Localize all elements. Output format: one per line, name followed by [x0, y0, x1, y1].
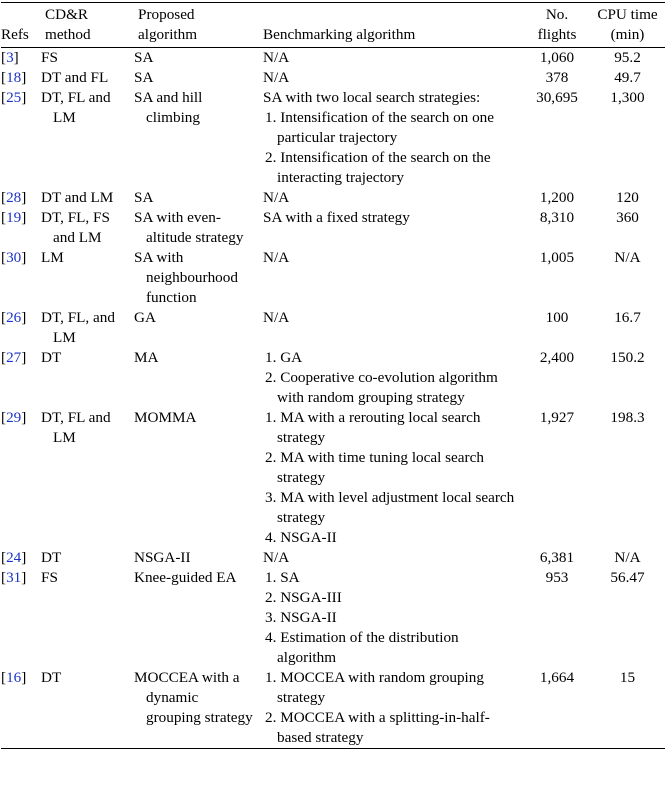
cpu-cell: 360 — [616, 209, 639, 226]
citation-link[interactable]: 19 — [6, 209, 22, 226]
table-row — [1, 408, 665, 548]
benchmark-intro: N/A — [263, 69, 290, 86]
method-cell: DT — [41, 349, 62, 366]
proposed-cell: SA with even-altitude strategy — [134, 209, 244, 246]
benchmark-intro: SA with two local search strategies: — [263, 89, 481, 106]
table-row — [1, 48, 665, 69]
proposed-cell: MOCCEA with a dynamic grouping strategy — [134, 669, 253, 726]
cpu-cell: 95.2 — [614, 49, 641, 66]
benchmark-cell — [259, 308, 524, 348]
ref-cell — [1, 188, 41, 208]
ref-bracket-open: [ — [1, 249, 7, 266]
ref-bracket-close: ] — [21, 549, 27, 566]
ref-bracket-open: [ — [1, 309, 7, 326]
benchmark-intro: N/A — [263, 49, 290, 66]
method-cell: DT, FL, FS and LM — [41, 209, 110, 246]
ref-bracket-close: ] — [21, 669, 27, 686]
citation-link[interactable]: 28 — [6, 189, 22, 206]
ref-cell — [1, 668, 41, 749]
method-cell: DT and LM — [41, 189, 114, 206]
benchmark-cell — [259, 48, 524, 69]
cpu-cell: 49.7 — [614, 69, 641, 86]
benchmark-item: 1. GA — [265, 349, 303, 366]
flights-cell: 378 — [545, 69, 569, 86]
comparison-table — [1, 2, 665, 749]
flights-cell: 1,927 — [539, 409, 575, 426]
benchmark-cell — [259, 568, 524, 668]
ref-cell — [1, 308, 41, 348]
flights-cell: 1,005 — [539, 249, 575, 266]
benchmark-cell — [259, 408, 524, 548]
ref-bracket-open: [ — [1, 409, 7, 426]
ref-cell — [1, 568, 41, 668]
ref-bracket-open: [ — [1, 349, 7, 366]
proposed-cell: SA — [134, 49, 154, 66]
benchmark-item: 3. NSGA-II — [265, 609, 337, 626]
cpu-cell: 1,300 — [610, 89, 645, 106]
table-row — [1, 668, 665, 749]
benchmark-item: 3. MA with level adjustment local search strategy — [265, 489, 515, 526]
benchmark-item: 2. Cooperative co-evolution algorithm with random grouping strategy — [265, 369, 498, 406]
comparison-table-container — [0, 2, 666, 793]
table-row — [1, 188, 665, 208]
ref-bracket-close: ] — [21, 309, 27, 326]
benchmark-cell — [259, 68, 524, 88]
benchmark-cell — [259, 668, 524, 749]
ref-cell — [1, 548, 41, 568]
ref-bracket-open: [ — [1, 669, 7, 686]
benchmark-cell — [259, 208, 524, 248]
method-cell: DT — [41, 549, 62, 566]
ref-cell — [1, 68, 41, 88]
cpu-cell: N/A — [614, 249, 641, 266]
benchmark-item: 4. Estimation of the distribution algorithm — [265, 629, 459, 666]
citation-link[interactable]: 31 — [6, 569, 22, 586]
ref-bracket-close: ] — [21, 569, 27, 586]
citation-link[interactable]: 18 — [6, 69, 22, 86]
citation-link[interactable]: 24 — [6, 549, 22, 566]
flights-cell: 30,695 — [536, 89, 578, 106]
flights-cell: 1,200 — [539, 189, 575, 206]
cpu-cell: N/A — [614, 549, 641, 566]
table-row — [1, 308, 665, 348]
header-cpu: CPU time (min) — [597, 6, 658, 43]
benchmark-intro: N/A — [263, 249, 290, 266]
citation-link[interactable]: 16 — [6, 669, 22, 686]
ref-cell — [1, 208, 41, 248]
method-cell: DT, FL and LM — [41, 409, 111, 446]
ref-bracket-close: ] — [13, 49, 19, 66]
cpu-cell: 16.7 — [614, 309, 641, 326]
ref-cell — [1, 248, 41, 308]
ref-bracket-open: [ — [1, 69, 7, 86]
ref-bracket-open: [ — [1, 49, 7, 66]
benchmark-item: 2. MOCCEA with a splitting-in-half-based strategy — [265, 709, 490, 746]
method-cell: DT — [41, 669, 62, 686]
benchmark-cell — [259, 248, 524, 308]
table-row — [1, 248, 665, 308]
citation-link[interactable]: 25 — [6, 89, 22, 106]
benchmark-cell — [259, 88, 524, 188]
method-cell: FS — [41, 49, 58, 66]
header-proposed: Proposed algorithm — [138, 6, 198, 43]
table-row — [1, 548, 665, 568]
benchmark-item: 1. SA — [265, 569, 300, 586]
ref-bracket-close: ] — [21, 209, 27, 226]
ref-cell — [1, 48, 41, 69]
header-benchmark: Benchmarking algorithm — [263, 26, 416, 43]
method-cell: DT, FL and LM — [41, 89, 111, 126]
flights-cell: 8,310 — [539, 209, 575, 226]
header-flights: No. flights — [537, 6, 577, 43]
proposed-cell: SA — [134, 69, 154, 86]
ref-bracket-close: ] — [21, 89, 27, 106]
benchmark-cell — [259, 548, 524, 568]
ref-bracket-close: ] — [21, 189, 27, 206]
proposed-cell: MA — [134, 349, 159, 366]
ref-bracket-open: [ — [1, 209, 7, 226]
ref-bracket-close: ] — [21, 69, 27, 86]
method-cell: DT, FL, and LM — [41, 309, 115, 346]
benchmark-cell — [259, 348, 524, 408]
flights-cell: 1,664 — [539, 669, 575, 686]
benchmark-intro: N/A — [263, 309, 290, 326]
header-row — [1, 3, 665, 48]
citation-link[interactable]: 27 — [6, 349, 22, 366]
proposed-cell: SA and hill climbing — [134, 89, 203, 126]
benchmark-item: 2. MA with time tuning local search strategy — [265, 449, 484, 486]
ref-cell — [1, 348, 41, 408]
benchmark-item: 2. NSGA-III — [265, 589, 342, 606]
method-cell: DT and FL — [41, 69, 109, 86]
ref-bracket-open: [ — [1, 569, 7, 586]
citation-link[interactable]: 3 — [6, 49, 14, 66]
proposed-cell: GA — [134, 309, 156, 326]
benchmark-item: 1. MOCCEA with random grouping strategy — [265, 669, 484, 706]
proposed-cell: MOMMA — [134, 409, 197, 426]
benchmark-intro: N/A — [263, 549, 290, 566]
table-body — [1, 48, 665, 749]
benchmark-cell — [259, 188, 524, 208]
benchmark-item: 1. MA with a rerouting local search strategy — [265, 409, 481, 446]
benchmark-item: 1. Intensification of the search on one particular trajectory — [265, 109, 494, 146]
ref-cell — [1, 88, 41, 188]
benchmark-intro: SA with a fixed strategy — [263, 209, 410, 226]
proposed-cell: SA with neighbourhood function — [134, 249, 238, 306]
ref-bracket-close: ] — [21, 349, 27, 366]
citation-link[interactable]: 26 — [6, 309, 22, 326]
method-cell: LM — [41, 249, 64, 266]
ref-cell — [1, 408, 41, 548]
flights-cell: 100 — [545, 309, 569, 326]
ref-bracket-open: [ — [1, 89, 7, 106]
citation-link[interactable]: 29 — [6, 409, 22, 426]
ref-bracket-close: ] — [21, 249, 27, 266]
cpu-cell: 150.2 — [610, 349, 645, 366]
cpu-cell: 15 — [619, 669, 636, 686]
table-row — [1, 348, 665, 408]
header-method: CD&R method — [45, 6, 91, 43]
table-row — [1, 88, 665, 188]
ref-bracket-close: ] — [21, 409, 27, 426]
citation-link[interactable]: 30 — [6, 249, 22, 266]
benchmark-intro: N/A — [263, 189, 290, 206]
method-cell: FS — [41, 569, 58, 586]
ref-bracket-open: [ — [1, 549, 7, 566]
cpu-cell: 120 — [616, 189, 639, 206]
flights-cell: 6,381 — [539, 549, 575, 566]
cpu-cell: 198.3 — [610, 409, 645, 426]
proposed-cell: SA — [134, 189, 154, 206]
proposed-cell: Knee-guided EA — [134, 569, 237, 586]
flights-cell: 2,400 — [539, 349, 575, 366]
proposed-cell: NSGA-II — [134, 549, 191, 566]
cpu-cell: 56.47 — [610, 569, 645, 586]
benchmark-item: 2. Intensification of the search on the interacting trajectory — [265, 149, 491, 186]
ref-bracket-open: [ — [1, 189, 7, 206]
flights-cell: 1,060 — [539, 49, 575, 66]
header-refs: Refs — [1, 26, 29, 43]
benchmark-item: 4. NSGA-II — [265, 529, 337, 546]
table-row — [1, 208, 665, 248]
flights-cell: 953 — [545, 569, 569, 586]
table-row — [1, 68, 665, 88]
table-row — [1, 568, 665, 668]
